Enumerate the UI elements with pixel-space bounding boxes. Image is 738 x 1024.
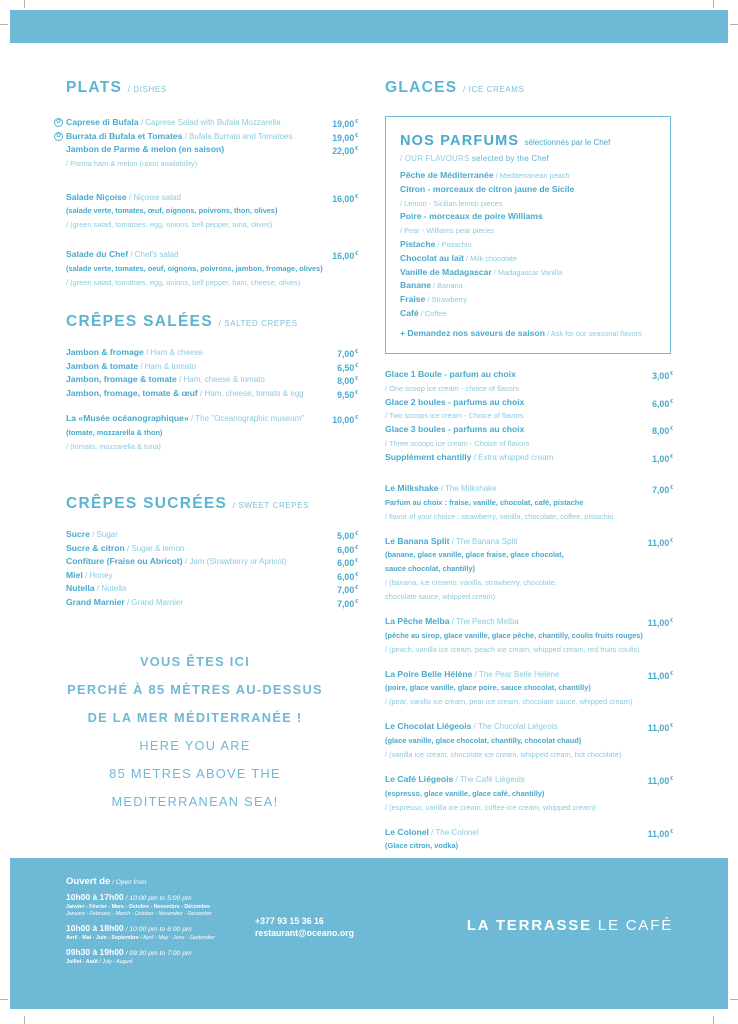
slogan <box>40 648 350 816</box>
flavour-item <box>400 307 656 321</box>
item-name: Grand Marnier <box>66 596 125 607</box>
item-name: Le Café Liégeois <box>385 773 454 784</box>
special-item <box>385 535 673 605</box>
flavour-name: Banane <box>400 280 432 291</box>
flavour-name-en: / Madagascar Vanilla <box>491 267 563 277</box>
left-column <box>55 78 358 610</box>
opening-label: Ouvert de / Open from <box>66 876 147 887</box>
item-description-en: / (green salad, tomatoes, egg, onions, bell pepper, tuna, olives) <box>66 220 273 230</box>
flavour-item <box>400 293 656 307</box>
crepes-sucrees-heading: CRÊPES SUCRÉES / SWEET CREPES <box>66 494 310 512</box>
menu-item <box>66 191 358 233</box>
brand-logo: LA TERRASSE LE CAFÉ <box>466 917 673 934</box>
item-description-en: / Three scoops ice cream - Choice of flavors <box>385 438 530 448</box>
plats-list <box>55 116 358 290</box>
right-column <box>385 78 673 851</box>
price-value: 9,50 <box>337 389 355 400</box>
item-name: Burrata di Bufala et Tomates <box>66 130 183 141</box>
top-banner <box>10 10 728 43</box>
item-name-en: / The Peach Melba <box>449 617 519 627</box>
currency-symbol: € <box>355 146 358 153</box>
item-description: Parfum au choix : fraise, vanille, chocolat, café, pistache <box>385 497 584 507</box>
crepes-salees-list <box>66 346 358 454</box>
item-name: Confiture (Fraise ou Abricot) <box>66 556 183 567</box>
item-price <box>652 482 673 498</box>
price-value: 6,50 <box>337 362 355 373</box>
vegetarian-icon: ✿ <box>55 132 62 139</box>
months-en: / July - August <box>97 959 133 965</box>
crop-mark <box>0 24 8 25</box>
item-name: Jambon & fromage <box>66 346 144 357</box>
item-name: Jambon, fromage, tomate & œuf <box>66 387 198 398</box>
menu-item <box>385 396 673 424</box>
email-address[interactable]: restaurant@oceano.org <box>255 928 355 938</box>
item-name: Caprese di Bufala <box>66 117 139 127</box>
footer <box>10 858 728 1009</box>
crepes-salees-heading: CRÊPES SALÉES / SALTED CREPES <box>66 312 298 330</box>
item-name: Sucre <box>66 528 90 539</box>
item-price <box>332 191 358 207</box>
item-name-en: / The "Oceanographic museum" <box>188 414 305 424</box>
flavour-name: Citron - morceaux de citron jaune de Sicile <box>400 183 575 194</box>
item-name: Salade Niçoise <box>66 191 127 202</box>
schedule-time <box>66 892 266 904</box>
menu-item <box>55 116 358 130</box>
item-description: (espresso, glace vanille, glace café, chantilly) <box>385 788 545 798</box>
flavour-name: Vanille de Madagascar <box>400 266 492 277</box>
item-name-en: / The Milkshake <box>438 484 497 493</box>
specials-list <box>385 482 673 853</box>
item-description-en: / flavor of your choice : strawberry, vanilla, chocolate, coffee, pistachio <box>385 511 614 521</box>
flavour-item <box>400 279 656 293</box>
flavour-item <box>400 252 656 266</box>
item-name: Glace 3 boules - parfums au choix <box>385 424 525 435</box>
item-name-en: / Ham, cheese & tomato <box>176 375 265 385</box>
item-price <box>648 668 673 684</box>
currency-symbol: € <box>670 426 673 433</box>
slogan-line: 85 METRES ABOVE THE <box>109 766 281 781</box>
schedule-months <box>66 904 266 918</box>
item-price <box>648 826 673 842</box>
schedule-time <box>66 947 266 959</box>
menu-item <box>66 387 358 401</box>
currency-symbol: € <box>355 362 358 369</box>
flavour-item <box>400 183 656 211</box>
flavour-item <box>400 266 656 280</box>
currency-symbol: € <box>355 530 358 537</box>
price-value: 11,00 <box>647 828 670 839</box>
item-description: (glace vanille, glace chocolat, chantilly, chocolat chaud) <box>385 735 582 745</box>
menu-item <box>385 368 673 396</box>
slogan-line: PERCHÉ À 85 MÈTRES AU-DESSUS <box>67 682 323 697</box>
flavours-list <box>400 169 656 321</box>
schedule-time <box>66 923 266 935</box>
time-range-en: / 10:00 pm to 5:00 pm <box>123 895 192 902</box>
price-value: 6,00 <box>652 398 670 409</box>
currency-symbol: € <box>355 598 358 605</box>
currency-symbol: € <box>355 558 358 565</box>
item-name: Sucre & citron <box>66 542 125 553</box>
item-description: (pêche au sirop, glace vanille, glace pêche, chantilly, coulis fruits rouges) <box>385 630 643 640</box>
currency-symbol: € <box>670 485 673 491</box>
item-description: (banane, glace vanille, glace fraise, glace chocolat, <box>385 550 564 560</box>
price-value: 7,00 <box>652 485 670 495</box>
menu-item <box>66 360 358 374</box>
item-price <box>337 387 358 403</box>
item-name: Glace 1 Boule - parfum au choix <box>385 369 516 379</box>
opening-hours <box>66 876 266 966</box>
item-price <box>332 412 358 428</box>
crop-mark <box>24 0 25 8</box>
menu-item <box>66 569 358 583</box>
price-value: 6,00 <box>337 558 355 569</box>
item-description-en: chocolate sauce, whipped cream) <box>385 592 496 602</box>
menu-item <box>66 412 358 454</box>
item-name-en: / Bufala Burrata and Tomatoes <box>182 131 293 141</box>
flavour-description-en: / Pear - Williams pear pieces <box>400 226 495 236</box>
special-item <box>385 720 673 762</box>
item-name-en: / Caprese Salad with Bufala Mozzarella <box>138 118 281 127</box>
price-value: 11,00 <box>647 775 670 786</box>
flavour-name: Café <box>400 307 419 318</box>
currency-symbol: € <box>355 193 358 200</box>
item-name: La Pêche Melba <box>385 616 450 627</box>
item-price <box>337 596 358 612</box>
item-name: Jambon de Parme & melon (en saison) <box>66 144 225 155</box>
flavour-item <box>400 238 656 252</box>
currency-symbol: € <box>670 828 673 835</box>
special-item <box>385 773 673 815</box>
crop-mark <box>730 999 738 1000</box>
item-name-en: / The Colonel <box>428 827 479 837</box>
crepes-sucrees-list <box>66 528 358 610</box>
time-range: 09h30 à 19h00 <box>66 947 124 957</box>
item-name-en: / Grand Marnier <box>124 597 183 607</box>
price-value: 7,00 <box>337 585 355 596</box>
item-price <box>648 773 673 789</box>
menu-item <box>55 130 358 144</box>
price-value: 10,00 <box>332 415 355 426</box>
schedule-block <box>66 923 266 942</box>
item-name-en: / The Café Liégeois <box>453 774 525 784</box>
currency-symbol: € <box>670 398 673 405</box>
item-description: (poire, glace vanille, glace poire, sauce chocolat, chantilly) <box>385 683 591 693</box>
currency-symbol: € <box>355 389 358 396</box>
item-price <box>652 451 673 467</box>
schedule-block <box>66 892 266 918</box>
price-value: 11,00 <box>647 618 670 629</box>
crop-mark <box>713 1016 714 1024</box>
flavour-name: Fraise <box>400 294 426 305</box>
item-name-en: / Sugar <box>89 529 118 539</box>
flavour-item <box>400 210 656 238</box>
currency-symbol: € <box>670 775 673 782</box>
flavour-name-en: / Strawberry <box>425 295 468 305</box>
price-value: 6,00 <box>337 571 355 582</box>
slogan-line: DE LA MER MÉDITERRANÉE ! <box>87 710 303 725</box>
price-value: 1,00 <box>652 453 670 464</box>
crop-mark <box>0 999 8 1000</box>
item-name-en: / Ham, cheese, tomato & egg <box>197 388 304 398</box>
item-description: (Glace citron, vodka) <box>385 841 459 851</box>
slogan-line: MEDITERRANEAN SEA! <box>111 794 279 809</box>
schedule-months <box>66 935 266 942</box>
currency-symbol: € <box>355 585 358 592</box>
price-value: 22,00 <box>332 146 355 157</box>
item-name: Glace 2 boules - parfums au choix <box>385 396 525 407</box>
item-name: La «Musée océanographique» <box>66 413 189 424</box>
currency-symbol: € <box>355 119 358 125</box>
crop-mark <box>713 0 714 8</box>
item-name-en: / Honey <box>82 570 113 580</box>
currency-symbol: € <box>355 376 358 383</box>
flavour-name-en: / Coffee <box>418 308 447 318</box>
item-price <box>648 615 673 631</box>
flavour-name-en: / Banana <box>431 281 463 291</box>
months-fr: Janvier - Février - Mars - Octobre - Novembre - Décembre <box>66 904 210 910</box>
flavour-name-en: / Mediterranean peach <box>493 171 570 180</box>
flavour-name: Poire - morceaux de poire Williams <box>400 211 543 222</box>
item-name-en: / Extra whipped cream <box>471 452 554 462</box>
menu-item <box>66 542 358 556</box>
price-value: 8,00 <box>337 376 355 387</box>
special-item <box>385 615 673 657</box>
slogan-line: HERE YOU ARE <box>139 738 251 753</box>
item-description-en: / Two scoops ice cream - Choice of flavors <box>385 411 524 421</box>
currency-symbol: € <box>355 415 358 422</box>
schedule-months <box>66 959 266 966</box>
price-value: 19,00 <box>332 132 355 143</box>
plats-heading: PLATS / DISHES <box>66 79 167 96</box>
item-price <box>332 248 358 264</box>
currency-symbol: € <box>670 453 673 460</box>
item-name-en: / Ham & cheese <box>143 347 203 357</box>
item-description: sauce chocolat, chantilly) <box>385 564 475 574</box>
item-name-en: / Ham & tomato <box>138 361 196 371</box>
currency-symbol: € <box>670 670 673 677</box>
flavour-name: Pêche de Méditerranée <box>400 170 494 180</box>
special-item <box>385 482 673 524</box>
item-name: Le Colonel <box>385 826 429 837</box>
flavour-description-en: / Lemon - Sicilian lemon pieces <box>400 198 503 208</box>
currency-symbol: € <box>670 723 673 730</box>
item-name-en: / Nutella <box>94 584 127 594</box>
item-description-en: / (espresso, vanilla ice cream, coffee ice cream, whipped cream) <box>385 802 596 812</box>
menu-item <box>66 555 358 569</box>
menu-item <box>66 143 358 171</box>
item-name: Salade du Chef <box>66 249 129 260</box>
time-range: 10h00 à 18h00 <box>66 923 124 933</box>
flavours-title: NOS PARFUMS sélectionnés par le Chef <box>400 133 611 149</box>
item-description-en: / Parma ham & melon (upon availability) <box>66 158 198 168</box>
item-name: Miel <box>66 569 83 580</box>
schedule-block <box>66 947 266 966</box>
glaces-heading: GLACES / ICE CREAMS <box>385 79 525 96</box>
price-value: 3,00 <box>652 371 670 381</box>
currency-symbol: € <box>355 348 358 355</box>
price-value: 7,00 <box>337 598 355 609</box>
item-price <box>652 423 673 439</box>
currency-symbol: € <box>670 618 673 625</box>
phone-number[interactable]: +377 93 15 36 16 <box>255 916 324 926</box>
flavour-name-en: / Pistachio <box>435 239 472 249</box>
item-description-en: / (pear, vanilla ice cream, pear ice cream, chocolate sauce, whipped cream) <box>385 697 633 707</box>
item-description-en: / (vanilla ice cream, chocolate ice cream, whipped cream, hot chocolate) <box>385 749 622 759</box>
price-value: 5,00 <box>337 530 355 541</box>
menu-item <box>66 582 358 596</box>
price-value: 11,00 <box>647 537 670 548</box>
months-en: / April - May - June - September <box>138 935 216 941</box>
special-item <box>385 668 673 710</box>
flavour-name: Chocolat au lait <box>400 252 464 263</box>
price-value: 7,00 <box>337 348 355 359</box>
item-description-en: / (banana, ice creams: vanilla, strawberry, chocolate, <box>385 578 557 588</box>
months-fr: Avril - Mai - Juin - Septembre <box>66 935 139 941</box>
item-description-en: / (tomato, mozzarella & tuna) <box>66 441 161 451</box>
price-value: 19,00 <box>332 119 355 129</box>
glaces-list <box>385 368 673 464</box>
time-range-en: / 09:30 pm to 7:00 pm <box>123 950 192 957</box>
currency-symbol: € <box>355 251 358 258</box>
item-name-en: / The Chocolat Liégeois <box>471 722 558 732</box>
item-description-en: / One scoop ice cream - choice of flavors <box>385 383 519 393</box>
contact-info <box>255 915 354 939</box>
menu-item <box>66 248 358 290</box>
price-value: 11,00 <box>647 670 670 681</box>
price-value: 6,00 <box>337 544 355 555</box>
crop-mark <box>730 24 738 25</box>
menu-item <box>385 451 673 465</box>
currency-symbol: € <box>355 544 358 551</box>
currency-symbol: € <box>670 537 673 544</box>
time-range-en: / 10:00 pm to 6:00 pm <box>123 926 192 933</box>
currency-symbol: € <box>355 571 358 578</box>
item-name: Le Milkshake <box>385 483 439 493</box>
flavour-name-en: / Milk chocolate <box>463 253 517 263</box>
price-value: 16,00 <box>332 193 355 204</box>
special-item <box>385 826 673 854</box>
item-name-en: / Chef's salad <box>128 250 179 260</box>
item-price <box>652 396 673 412</box>
menu-item <box>66 596 358 610</box>
price-value: 16,00 <box>332 251 355 262</box>
time-range: 10h00 à 17h00 <box>66 892 124 902</box>
item-price <box>332 143 358 159</box>
item-name: Jambon & tomate <box>66 360 139 371</box>
flavours-box <box>385 116 671 354</box>
item-name: Le Banana Split <box>385 535 450 546</box>
item-name: Le Chocolat Liégeois <box>385 721 472 732</box>
item-description: (salade verte, tomates, œuf, oignons, poivrons, thon, olives) <box>66 206 278 216</box>
item-name: Nutella <box>66 583 95 594</box>
item-name-en: / Niçoise salad <box>126 192 181 202</box>
item-name-en: / Sugar & lemon <box>124 543 185 553</box>
item-name: Jambon, fromage & tomate <box>66 374 177 385</box>
menu-item <box>66 528 358 542</box>
item-description-en: / (green salad, tomatoes, egg, onions, bell pepper, ham, cheese, olives) <box>66 277 301 287</box>
menu-item <box>66 373 358 387</box>
months-en: January - February - March - October - November - December <box>66 911 213 917</box>
item-name: Supplément chantilly <box>385 451 472 462</box>
item-name: La Poire Belle Hélène <box>385 668 473 679</box>
item-price <box>652 368 673 384</box>
item-price <box>648 720 673 736</box>
crop-mark <box>24 1016 25 1024</box>
item-description-en: / (peach, vanilla ice cream, peach ice cream, whipped cream, red fruits coulis) <box>385 644 640 654</box>
seasonal-note: + Demandez nos saveurs de saison / Ask for our seasonal flavors <box>400 327 642 338</box>
price-value: 11,00 <box>647 723 670 734</box>
currency-symbol: € <box>355 132 358 139</box>
item-name-en: / The Banana Split <box>449 536 518 546</box>
slogan-line: VOUS ÊTES ICI <box>139 654 251 669</box>
item-description: (tomate, mozzarella & thon) <box>66 427 163 437</box>
item-name-en: / The Pear Belle Hélène <box>472 669 560 679</box>
flavours-subtitle: / OUR FLAVOURS selected by the Chef <box>400 154 550 163</box>
item-name-en: / Jam (Strawberry or Apricot) <box>182 557 287 567</box>
price-value: 8,00 <box>652 426 670 437</box>
flavour-name: Pistache <box>400 238 436 249</box>
menu-item <box>66 346 358 360</box>
item-description: (salade verte, tomates, oeuf, oignons, poivrons, jambon, fromage, olives) <box>66 263 323 273</box>
currency-symbol: € <box>670 371 673 377</box>
vegetarian-icon: ✿ <box>55 119 62 125</box>
months-fr: Juillet - Août <box>66 959 98 965</box>
flavour-item <box>400 169 656 183</box>
menu-item <box>385 423 673 451</box>
item-price <box>648 535 673 551</box>
